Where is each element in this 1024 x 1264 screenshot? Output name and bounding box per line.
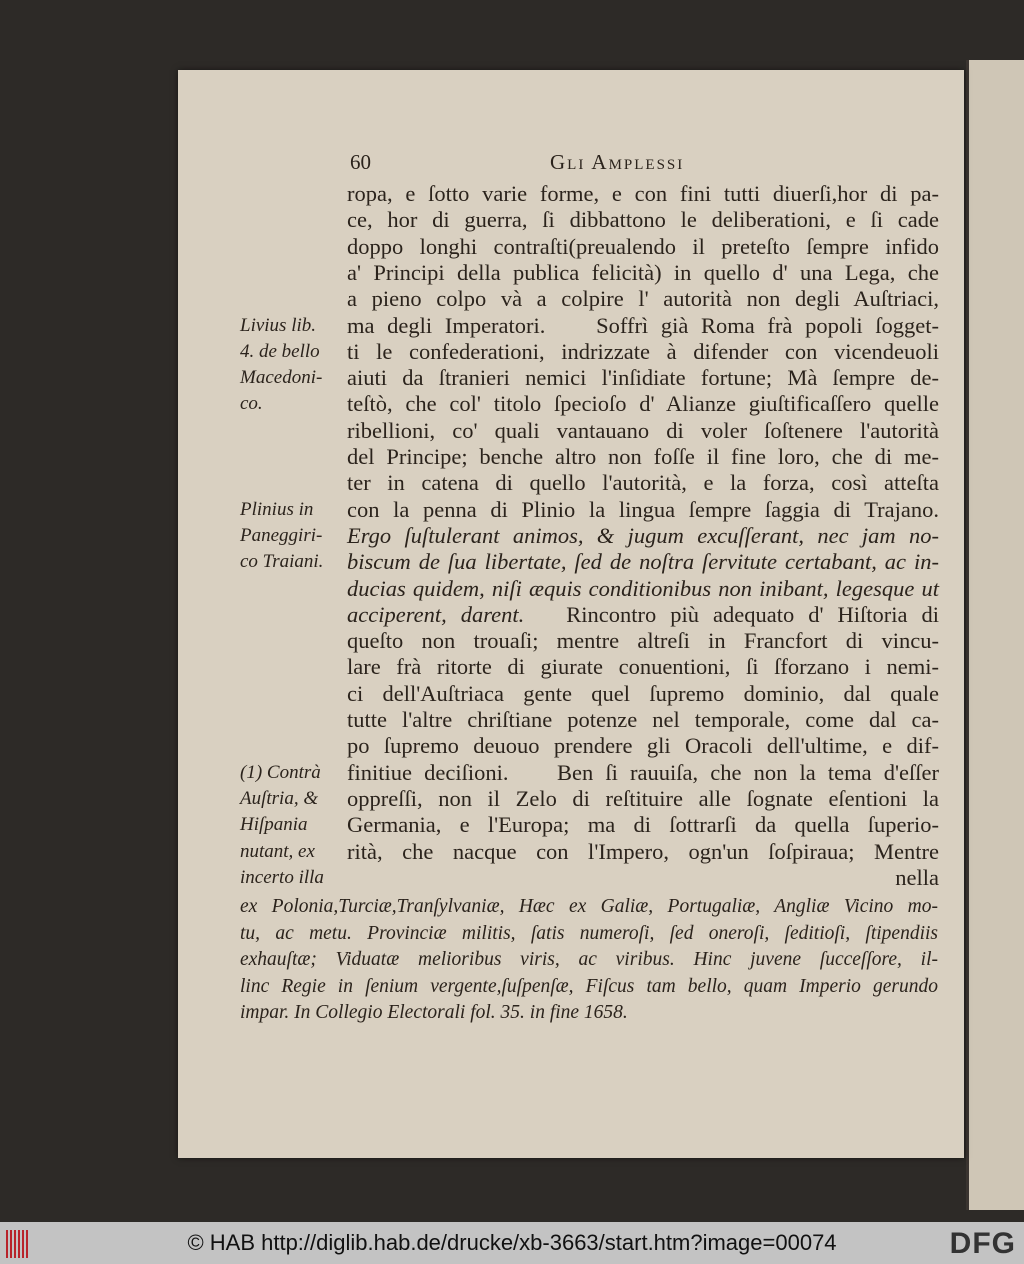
margin-note: Paneggiri- — [240, 524, 323, 546]
line-text: ma degli Imperatori. Soffrì già Roma frà popoli ſogget- — [347, 312, 939, 338]
text-line — [347, 391, 939, 417]
line-text: nella — [895, 864, 939, 890]
text-line — [347, 234, 939, 260]
line-text: a pieno colpo và a colpire l' autorità non degli Auſtriaci, — [347, 286, 939, 312]
footer-url[interactable]: © HAB http://diglib.hab.de/drucke/xb-3663/start.htm?image=00074 — [187, 1230, 837, 1255]
margin-note: incerto illa — [240, 866, 324, 888]
margin-note: Plinius in — [240, 498, 314, 520]
italic-quote: biscum de ſua libertate, ſed de noſtra ſervitute certabant, ac in- — [347, 549, 939, 575]
italic-quote: acciperent, darent. — [347, 601, 525, 627]
margin-note: co Traiani. — [240, 551, 324, 573]
footnote-line: ex Polonia,Turciæ,Tranſylvaniæ, Hæc ex Galiæ, Portugaliæ, Angliæ Vicino mo- — [240, 896, 938, 917]
margin-note: Hiſpania — [240, 814, 308, 836]
line-text: ribellioni, co' quali vantauano di voler ſoſtenere l'autorità — [347, 417, 939, 443]
italic-quote: ducias quidem, niſi æquis conditionibus non inibant, legesque ut — [347, 575, 939, 601]
text-line — [347, 812, 939, 838]
line-text: Germania, e l'Europa; ma di ſottrarſi da quella ſuperio- — [347, 812, 939, 838]
line-text: con la penna di Plinio la lingua ſempre ſaggia di Trajano. — [347, 496, 939, 522]
text-line — [347, 628, 939, 654]
line-text: doppo longhi contraſti(preualendo il preteſto ſempre infido — [347, 233, 939, 259]
line-text: queſto non trouaſi; mentre altreſi in Francfort di vincu- — [347, 628, 939, 654]
margin-note: nutant, ex — [240, 840, 315, 862]
line-text: del Principe; benche altro non foſſe il fine loro, che di me- — [347, 444, 939, 469]
text-line — [347, 839, 939, 865]
text-line — [347, 181, 939, 207]
line-text: po ſupremo deuouo prendere gli Oracoli dell'ultime, e dif- — [347, 733, 939, 759]
line-text: ce, hor di guerra, ſi dibbattono le deliberationi, e ſi cade — [347, 207, 939, 233]
text-line — [347, 260, 939, 286]
text-line — [347, 681, 939, 707]
margin-note: Macedoni- — [240, 367, 323, 389]
footnote-line: exhauſtæ; Viduatæ melioribus viris, ac viribus. Hinc juvene ſucceſſore, il- — [240, 949, 938, 970]
text-line — [347, 497, 939, 523]
text-line — [347, 602, 939, 628]
text-line — [347, 365, 939, 391]
line-text: lare frà ritorte di giurate conuentioni, ſi ſforzano i nemi- — [347, 654, 939, 680]
text-line — [347, 760, 939, 786]
line-text: teſtò, che col' titolo ſpecioſo d' Alianze giuſtificaſſero quelle — [347, 391, 939, 417]
line-text: finitiue deciſioni. Ben ſi rauuiſa, che non la tema d'eſſer — [347, 759, 939, 785]
italic-quote: Ergo ſuſtulerant animos, & jugum excuſſerant, nec jam no- — [347, 522, 939, 548]
text-line — [347, 786, 939, 812]
line-text: rità, che nacque con l'Impero, ogn'un ſoſpiraua; Mentre — [347, 838, 939, 864]
footer-bar — [0, 1222, 1024, 1264]
margin-note: co. — [240, 393, 263, 415]
line-text: aiuti da ſtranieri nemici l'inſidiate fortune; Mà ſempre de- — [347, 365, 939, 391]
line-text: oppreſſi, non il Zelo di reſtituire alle ſognate eſentioni la — [347, 785, 939, 811]
text-line — [347, 523, 939, 549]
dfg-logo: DFG — [949, 1227, 1016, 1260]
line-text: Rincontro più adequato d' Hiſtoria di — [524, 601, 939, 627]
line-text: ropa, e ſotto varie forme, e con fini tutti diuerſi,hor di pa- — [347, 181, 939, 206]
text-line — [347, 707, 939, 733]
line-text: a' Principi della publica felicità) in quello d' una Lega, che — [347, 259, 939, 285]
text-line — [347, 654, 939, 680]
text-line — [347, 418, 939, 444]
text-line — [347, 207, 939, 233]
text-line — [347, 470, 939, 496]
text-line — [347, 576, 939, 602]
margin-note: (1) Contrà — [240, 761, 321, 783]
page-number: 60 — [350, 150, 371, 174]
running-head: Gli Amplessi — [550, 150, 685, 174]
text-line — [347, 865, 939, 891]
margin-note: Auſtria, & — [240, 787, 319, 809]
margin-note: 4. de bello — [240, 340, 320, 362]
text-line — [347, 549, 939, 575]
line-text: ti le confederationi, indrizzate à difender con vicendeuoli — [347, 338, 939, 364]
line-text: tutte l'altre chriſtiane potenze nel temporale, come dal ca- — [347, 707, 939, 732]
footnote-line: linc Regie in ſenium vergente,ſuſpenſæ, Fiſcus tam bello, quam Imperio gerundo — [240, 975, 938, 997]
text-line — [347, 733, 939, 759]
text-line — [347, 444, 939, 470]
line-text: ter in catena di quello l'autorità, e la forza, così atteſta — [347, 470, 939, 496]
text-line — [347, 286, 939, 312]
footnote-line: tu, ac metu. Provinciæ militis, ſatis numeroſi, ſed oneroſi, ſeditioſi, ſtipendiis — [240, 922, 938, 944]
margin-note: Livius lib. — [240, 314, 317, 336]
adjacent-page-edge — [966, 60, 1024, 1210]
line-text: ci dell'Auſtriaca gente quel ſupremo dominio, dal quale — [347, 680, 939, 706]
text-line — [347, 313, 939, 339]
text-line — [347, 339, 939, 365]
footnote-line: impar. In Collegio Electorali fol. 35. in fine 1658. — [240, 1002, 628, 1023]
